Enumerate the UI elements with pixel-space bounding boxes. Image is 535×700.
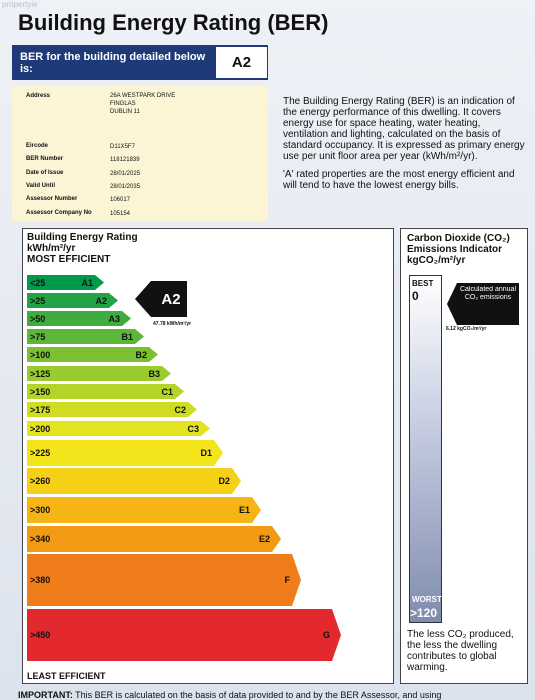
watermark: propertyie <box>2 0 38 9</box>
address-box <box>12 86 268 221</box>
assessor-number-value: 106017 <box>110 197 131 203</box>
rating-heading-most-efficient: MOST EFFICIENT <box>27 254 111 265</box>
rating-band-range: >450 <box>30 630 51 640</box>
assessor-number-label: Assessor Number <box>26 196 78 202</box>
rating-band-label: C3 <box>187 423 199 434</box>
rating-band-label: E2 <box>258 534 270 544</box>
co2-heading-unit: kgCO₂/m²/yr <box>407 255 466 266</box>
rating-band-label: A1 <box>81 277 93 288</box>
rating-band-label: A3 <box>108 313 120 324</box>
co2-footer: The less CO₂ produced, the less the dwelling contributes to global warming. <box>407 629 514 673</box>
co2-pointer-value: 6.12 kgCO₂/m²/yr <box>446 326 487 332</box>
rating-band-a1 <box>27 275 105 290</box>
rating-band-range: >340 <box>30 534 51 544</box>
ber-banner <box>12 45 268 80</box>
rating-band-c2 <box>27 402 198 417</box>
ber-number-label: BER Number <box>26 156 64 162</box>
rating-band-a2 <box>27 293 119 308</box>
rating-band-range: >125 <box>30 368 51 379</box>
rating-heading <box>27 232 138 265</box>
rating-band-c3 <box>27 421 211 436</box>
co2-indicator <box>400 228 528 684</box>
rating-band-bar <box>27 497 262 523</box>
rating-band-c1 <box>27 384 185 399</box>
rating-band-label: B1 <box>121 331 133 342</box>
assessor-company-label: Assessor Company No <box>26 210 92 216</box>
rating-band-range: <25 <box>30 277 46 288</box>
rating-footer: LEAST EFFICIENT <box>27 671 106 681</box>
intro-paragraph: The Building Energy Rating (BER) is an indication of the energy performance of this dwelling. It covers energy use for space heating, water heating, ventilation and lighting, calculated on the basis of standard occupancy. It is expressed as primary energy use per unit floor area per year (kWh/m²/yr). <box>283 96 525 162</box>
intro-text <box>283 96 528 198</box>
rating-pointer-value: 47.78 kWh/m²/yr <box>153 321 192 327</box>
rating-band-label: G <box>322 630 330 640</box>
eircode-label: Eircode <box>26 143 49 149</box>
rating-band-range: >75 <box>30 331 46 342</box>
ber-number-value: 118121839 <box>110 157 140 163</box>
rating-band-range: >100 <box>30 349 51 360</box>
rating-band-d2 <box>27 468 242 494</box>
rating-heading-title: Building Energy Rating <box>27 232 138 243</box>
rating-band-b2 <box>27 347 159 362</box>
rating-band-label: C2 <box>174 404 186 415</box>
ber-rating-value: A2 <box>216 47 267 78</box>
important-text: This BER is calculated on the basis of data provided to and by the BER Assessor, and using <box>72 690 442 700</box>
intro-paragraph: 'A' rated properties are the most energy efficient and will tend to have the lowest energy bills. <box>283 169 515 191</box>
rating-band-bar <box>27 609 342 661</box>
rating-band-bar <box>27 526 282 552</box>
rating-band-a3 <box>27 311 132 326</box>
valid-until-value: 28/01/2035 <box>110 184 141 190</box>
date-of-issue-value: 28/01/2025 <box>110 171 141 177</box>
rating-band-f <box>27 554 302 606</box>
address-line: FINGLAS <box>110 101 136 107</box>
important-label: IMPORTANT: <box>18 690 73 700</box>
address-line: DUBLIN 11 <box>110 109 140 115</box>
rating-band-e2 <box>27 526 282 552</box>
co2-worst-value: >120 <box>410 606 438 620</box>
rating-band-g <box>27 609 342 661</box>
co2-heading-subtitle: Emissions Indicator <box>407 244 503 255</box>
rating-band-label: B2 <box>135 349 147 360</box>
ber-banner-label: BER for the building detailed below is: <box>20 50 206 75</box>
rating-band-label: C1 <box>161 386 173 397</box>
important-note <box>18 690 441 700</box>
rating-band-range: >380 <box>30 575 51 585</box>
rating-band-range: >300 <box>30 505 51 515</box>
energy-rating-chart <box>22 228 394 684</box>
rating-band-range: >225 <box>30 448 51 458</box>
rating-band-d1 <box>27 440 224 466</box>
date-of-issue-label: Date of Issue <box>26 170 64 176</box>
rating-band-range: >260 <box>30 476 51 486</box>
co2-pointer-text: Calculated annual CO₂ emissions <box>459 286 517 301</box>
rating-band-e1 <box>27 497 262 523</box>
co2-best-label: BEST <box>412 279 434 288</box>
rating-heading-unit: kWh/m²/yr <box>27 243 76 254</box>
rating-band-bar <box>27 554 302 606</box>
co2-worst-label: WORST <box>412 595 442 604</box>
rating-band-label: B3 <box>148 368 160 379</box>
eircode-value: D11X5F7 <box>110 144 135 150</box>
address-line: 26A WESTPARK DRIVE <box>110 93 176 99</box>
co2-best-value: 0 <box>412 289 419 303</box>
rating-band-label: D1 <box>200 448 212 458</box>
rating-band-range: >200 <box>30 423 51 434</box>
rating-band-range: >25 <box>30 295 46 306</box>
rating-pointer <box>135 281 187 317</box>
co2-pointer <box>447 283 519 325</box>
assessor-company-value: 105154 <box>110 211 131 217</box>
rating-band-label: A2 <box>95 295 107 306</box>
address-label: Address <box>26 93 51 99</box>
rating-band-range: >50 <box>30 313 46 324</box>
rating-band-range: >175 <box>30 404 51 415</box>
rating-band-b3 <box>27 366 172 381</box>
rating-band-b1 <box>27 329 145 344</box>
co2-heading <box>407 233 510 266</box>
rating-band-range: >150 <box>30 386 51 397</box>
rating-band-label: F <box>284 575 290 585</box>
page-title: Building Energy Rating (BER) <box>18 10 329 35</box>
rating-pointer-label: A2 <box>161 291 181 308</box>
co2-heading-title: Carbon Dioxide (CO₂) <box>407 233 510 244</box>
co2-scale-bar <box>409 275 442 623</box>
rating-band-label: E1 <box>238 505 250 515</box>
valid-until-label: Valid Until <box>26 183 56 189</box>
rating-band-label: D2 <box>218 476 230 486</box>
